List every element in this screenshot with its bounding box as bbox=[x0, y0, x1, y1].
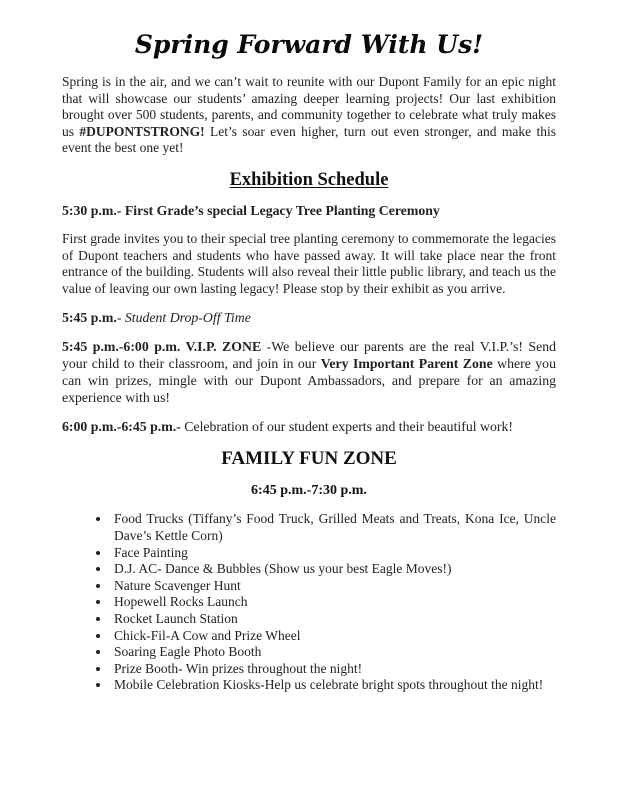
list-item-rocket-launch-station: • Rocket Launch Station bbox=[111, 611, 556, 628]
schedule-entry-545-dropoff: 5:45 p.m.- Student Drop-Off Time bbox=[62, 310, 251, 326]
family-fun-zone-heading: FAMILY FUN ZONE bbox=[221, 448, 397, 470]
list-item-photo-booth: • Soaring Eagle Photo Booth bbox=[111, 644, 556, 661]
list-item-nature-scavenger-hunt: • Nature Scavenger Hunt bbox=[111, 578, 556, 595]
schedule-entry-530-heading: 5:30 p.m.- First Grade’s special Legacy Tree Planting Ceremony bbox=[62, 202, 440, 218]
list-item-dj-ac: • D.J. AC- Dance & Bubbles (Show us your best Eagle Moves!) bbox=[111, 561, 556, 578]
intro-paragraph: Spring is in the air, and we can’t wait to reunite with our Dupont Family for an epic night that will showcase our students’ amazing deeper learning projects! Our last exhibition brought over 500 students, parents, and community together to celebrate what truly makes us #DUPONTSTRONG! Let’s soar even higher, turn out even stronger, and make this event the best one yet! bbox=[62, 74, 556, 156]
schedule-entry-530-body: First grade invites you to their special tree planting ceremony to commemorate the legacies of Dupont teachers and students who have passed away. It will take place near the front entrance of the building. Students will also reveal their little public library, and teach us the value of leaving our own lasting legacy! Please stop by their exhibit as you arrive. bbox=[62, 230, 556, 296]
list-item-prize-booth: • Prize Booth- Win prizes throughout the night! bbox=[111, 661, 556, 678]
list-item-hopewell-rocks-launch: • Hopewell Rocks Launch bbox=[111, 594, 556, 611]
page-title: Spring Forward With Us! bbox=[134, 30, 484, 59]
list-item-mobile-celebration-kiosks: • Mobile Celebration Kiosks-Help us celebrate bright spots throughout the night! bbox=[111, 677, 556, 694]
list-item-food-trucks: • Food Trucks (Tiffany’s Food Truck, Grilled Meats and Treats, Kona Ice, Uncle Dave’s Kettle Corn) bbox=[111, 511, 556, 544]
list-item-chick-fil-a: • Chick-Fil-A Cow and Prize Wheel bbox=[111, 628, 556, 645]
family-fun-zone-list bbox=[62, 511, 556, 694]
family-fun-zone-time: 6:45 p.m.-7:30 p.m. bbox=[251, 483, 367, 499]
schedule-entry-600-celebration: 6:00 p.m.-6:45 p.m.- Celebration of our student experts and their beautiful work! bbox=[62, 419, 513, 435]
list-item-face-painting: • Face Painting bbox=[111, 545, 556, 562]
exhibition-schedule-heading: Exhibition Schedule bbox=[229, 169, 389, 190]
schedule-entry-vip-zone: 5:45 p.m.-6:00 p.m. V.I.P. ZONE -We believe our parents are the real V.I.P.’s! Send your child to their classroom, and join in our Very Important Parent Zone where you can win prizes, mingle with our Dupont Ambassadors, and prepare for an amazing experience with us! bbox=[62, 339, 556, 406]
